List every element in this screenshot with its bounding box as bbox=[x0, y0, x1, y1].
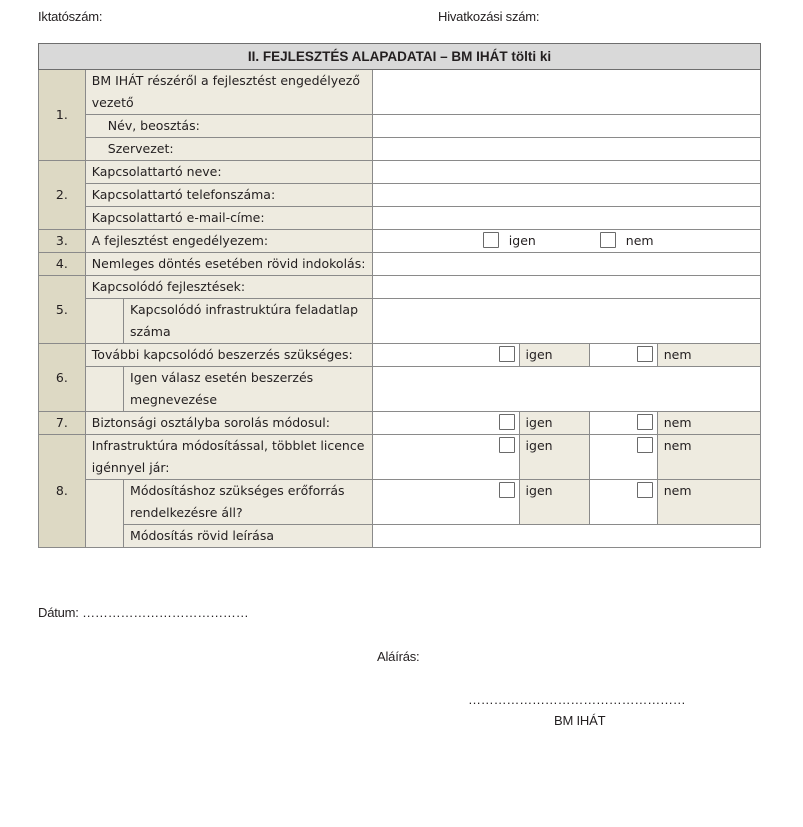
signature-label: Aláírás: bbox=[377, 649, 420, 664]
procurement-name-label: Igen válasz esetén beszerzés megnevezése bbox=[124, 367, 373, 412]
procurement-yes-checkbox-cell bbox=[372, 344, 519, 367]
infra-yes-checkbox-cell bbox=[372, 435, 519, 480]
approval-options bbox=[372, 230, 760, 253]
security-no-checkbox-cell bbox=[589, 412, 657, 435]
infra-modification-label: Infrastruktúra módosítással, többlet licence igénnyel jár: bbox=[85, 435, 372, 480]
checkbox-icon[interactable] bbox=[483, 232, 499, 248]
security-yes-label: igen bbox=[519, 412, 589, 435]
related-developments-field[interactable] bbox=[372, 276, 760, 299]
checkbox-icon[interactable] bbox=[499, 482, 515, 498]
rejection-reason-label: Nemleges döntés esetében rövid indokolás: bbox=[85, 253, 372, 276]
infra-task-sheet-field[interactable] bbox=[372, 299, 760, 344]
indent-cell bbox=[85, 367, 123, 412]
row-number: 5. bbox=[39, 276, 86, 344]
resource-yes-label: igen bbox=[519, 480, 589, 525]
checkbox-icon[interactable] bbox=[637, 346, 653, 362]
signatory-name: BM IHÁT bbox=[554, 713, 606, 728]
security-class-label: Biztonsági osztályba sorolás módosul: bbox=[85, 412, 372, 435]
table-row-1-org bbox=[39, 138, 761, 161]
row-number: 4. bbox=[39, 253, 86, 276]
reference-number-label: Hivatkozási szám: bbox=[438, 9, 540, 24]
infra-no-label: nem bbox=[657, 435, 760, 480]
infra-task-sheet-label: Kapcsolódó infrastruktúra feladatlap száma bbox=[124, 299, 373, 344]
approving-manager-field[interactable] bbox=[372, 70, 760, 115]
table-row-6-sub bbox=[39, 367, 761, 412]
table-row-5-sub bbox=[39, 299, 761, 344]
contact-name-label: Kapcsolattartó neve: bbox=[85, 161, 372, 184]
name-position-label: Név, beosztás: bbox=[85, 115, 372, 138]
row-number: 7. bbox=[39, 412, 86, 435]
row-number: 2. bbox=[39, 161, 86, 230]
table-row-1 bbox=[39, 70, 761, 115]
infra-yes-label: igen bbox=[519, 435, 589, 480]
date-field[interactable]: Dátum: ………………………………… bbox=[38, 605, 249, 620]
approval-label: A fejlesztést engedélyezem: bbox=[85, 230, 372, 253]
section-title: II. FEJLESZTÉS ALAPADATAI – BM IHÁT tölti ki bbox=[39, 44, 761, 70]
procurement-name-field[interactable] bbox=[372, 367, 760, 412]
procurement-yes-label: igen bbox=[519, 344, 589, 367]
contact-phone-field[interactable] bbox=[372, 184, 760, 207]
checkbox-icon[interactable] bbox=[637, 437, 653, 453]
checkbox-icon[interactable] bbox=[499, 437, 515, 453]
table-row-8 bbox=[39, 435, 761, 480]
table-row-2-name bbox=[39, 161, 761, 184]
row-number: 6. bbox=[39, 344, 86, 412]
table-row-2-phone bbox=[39, 184, 761, 207]
checkbox-icon[interactable] bbox=[499, 346, 515, 362]
resource-yes-checkbox-cell bbox=[372, 480, 519, 525]
resource-available-label: Módosításhoz szükséges erőforrás rendelkezésre áll? bbox=[124, 480, 373, 525]
checkbox-icon[interactable] bbox=[637, 482, 653, 498]
row-number: 1. bbox=[39, 70, 86, 161]
table-row-3 bbox=[39, 230, 761, 253]
rejection-reason-field[interactable] bbox=[372, 253, 760, 276]
approval-no-option[interactable] bbox=[600, 230, 654, 252]
organization-field[interactable] bbox=[372, 138, 760, 161]
indent-cell bbox=[85, 299, 123, 344]
procurement-no-label: nem bbox=[657, 344, 760, 367]
procurement-no-checkbox-cell bbox=[589, 344, 657, 367]
row-number: 3. bbox=[39, 230, 86, 253]
development-data-table bbox=[38, 43, 761, 548]
table-row-1-name bbox=[39, 115, 761, 138]
contact-email-label: Kapcsolattartó e-mail-címe: bbox=[85, 207, 372, 230]
table-row-5 bbox=[39, 276, 761, 299]
organization-label: Szervezet: bbox=[85, 138, 372, 161]
resource-no-label: nem bbox=[657, 480, 760, 525]
modification-description-label: Módosítás rövid leírása bbox=[124, 525, 373, 548]
table-row-8-description bbox=[39, 525, 761, 548]
security-yes-checkbox-cell bbox=[372, 412, 519, 435]
table-row-6 bbox=[39, 344, 761, 367]
modification-description-field[interactable] bbox=[372, 525, 760, 548]
checkbox-icon[interactable] bbox=[637, 414, 653, 430]
approving-manager-label: BM IHÁT részéről a fejlesztést engedélyező vezető bbox=[85, 70, 372, 115]
registration-number-label: Iktatószám: bbox=[38, 9, 103, 24]
related-developments-label: Kapcsolódó fejlesztések: bbox=[85, 276, 372, 299]
table-row-7 bbox=[39, 412, 761, 435]
no-label: nem bbox=[625, 233, 654, 248]
infra-no-checkbox-cell bbox=[589, 435, 657, 480]
table-row-4 bbox=[39, 253, 761, 276]
checkbox-icon[interactable] bbox=[600, 232, 616, 248]
contact-name-field[interactable] bbox=[372, 161, 760, 184]
approval-yes-option[interactable] bbox=[483, 230, 536, 252]
yes-label: igen bbox=[508, 233, 536, 248]
signature-line[interactable]: …………………………………………… bbox=[468, 692, 686, 707]
name-position-field[interactable] bbox=[372, 115, 760, 138]
contact-phone-label: Kapcsolattartó telefonszáma: bbox=[85, 184, 372, 207]
indent-cell bbox=[85, 480, 123, 548]
contact-email-field[interactable] bbox=[372, 207, 760, 230]
table-row-8-resource bbox=[39, 480, 761, 525]
resource-no-checkbox-cell bbox=[589, 480, 657, 525]
checkbox-icon[interactable] bbox=[499, 414, 515, 430]
table-row-2-email bbox=[39, 207, 761, 230]
security-no-label: nem bbox=[657, 412, 760, 435]
further-procurement-label: További kapcsolódó beszerzés szükséges: bbox=[85, 344, 372, 367]
row-number: 8. bbox=[39, 435, 86, 548]
